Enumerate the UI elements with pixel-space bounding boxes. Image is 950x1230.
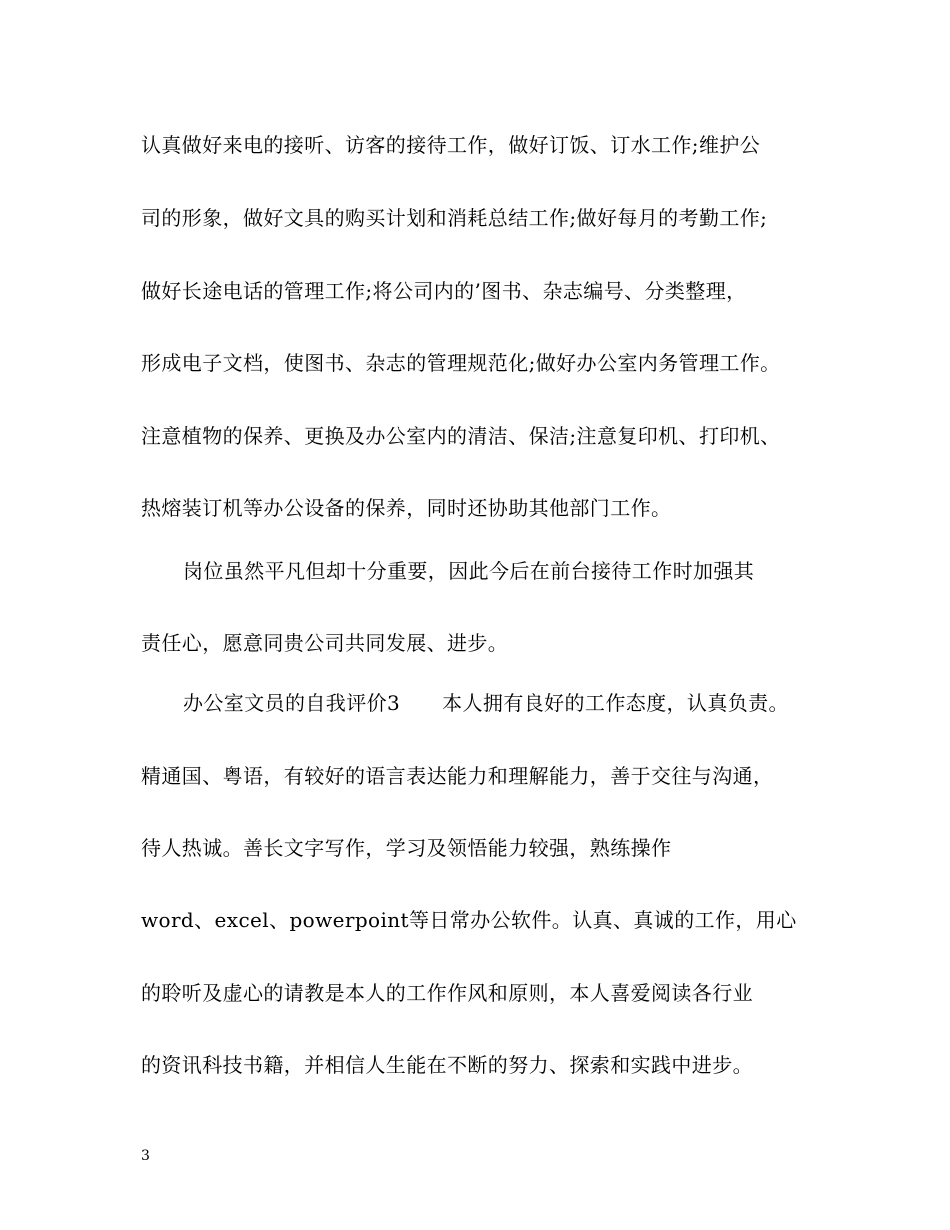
paragraph-line-2: 司的形象，做好文具的购买计划和消耗总结工作;做好每月的考勤工作; <box>141 206 768 230</box>
paragraph-line-13: 的聆听及虚心的请教是本人的工作作风和原则，本人喜爱阅读各行业 <box>141 981 753 1005</box>
page-number: 3 <box>141 1148 150 1164</box>
paragraph-line-3: 做好长途电话的管理工作;将公司内的’图书、杂志编号、分类整理， <box>141 279 747 303</box>
paragraph-line-8: 责任心，愿意同贵公司共同发展、进步。 <box>141 631 509 655</box>
paragraph-line-9: 本人拥有良好的工作态度，认真负责。 <box>442 691 789 715</box>
paragraph-line-10: 精通国、粤语，有较好的语言表达能力和理解能力，善于交往与沟通， <box>141 764 774 788</box>
section-heading-line <box>183 691 789 715</box>
paragraph-line-12: word、excel、powerpoint等日常办公软件。认真、真诚的工作，用心 <box>141 908 797 932</box>
paragraph-line-11: 待人热诚。善长文字写作，学习及领悟能力较强，熟练操作 <box>141 836 672 860</box>
paragraph-line-6: 热熔装订机等办公设备的保养，同时还协助其他部门工作。 <box>141 496 672 520</box>
paragraph-line-14: 的资讯科技书籍，并相信人生能在不断的努力、探索和实践中进步。 <box>141 1053 753 1077</box>
section-heading: 办公室文员的自我评价3 <box>183 691 401 715</box>
paragraph-line-5: 注意植物的保养、更换及办公室内的清洁、保洁;注意复印机、打印机、 <box>141 424 781 448</box>
paragraph-line-4: 形成电子文档，使图书、杂志的管理规范化;做好办公室内务管理工作。 <box>141 351 781 375</box>
paragraph-line-7: 岗位虽然平凡但却十分重要，因此今后在前台接待工作时加强其 <box>183 559 755 583</box>
paragraph-line-1: 认真做好来电的接听、访客的接待工作，做好订饭、订水工作;维护公 <box>141 133 761 157</box>
